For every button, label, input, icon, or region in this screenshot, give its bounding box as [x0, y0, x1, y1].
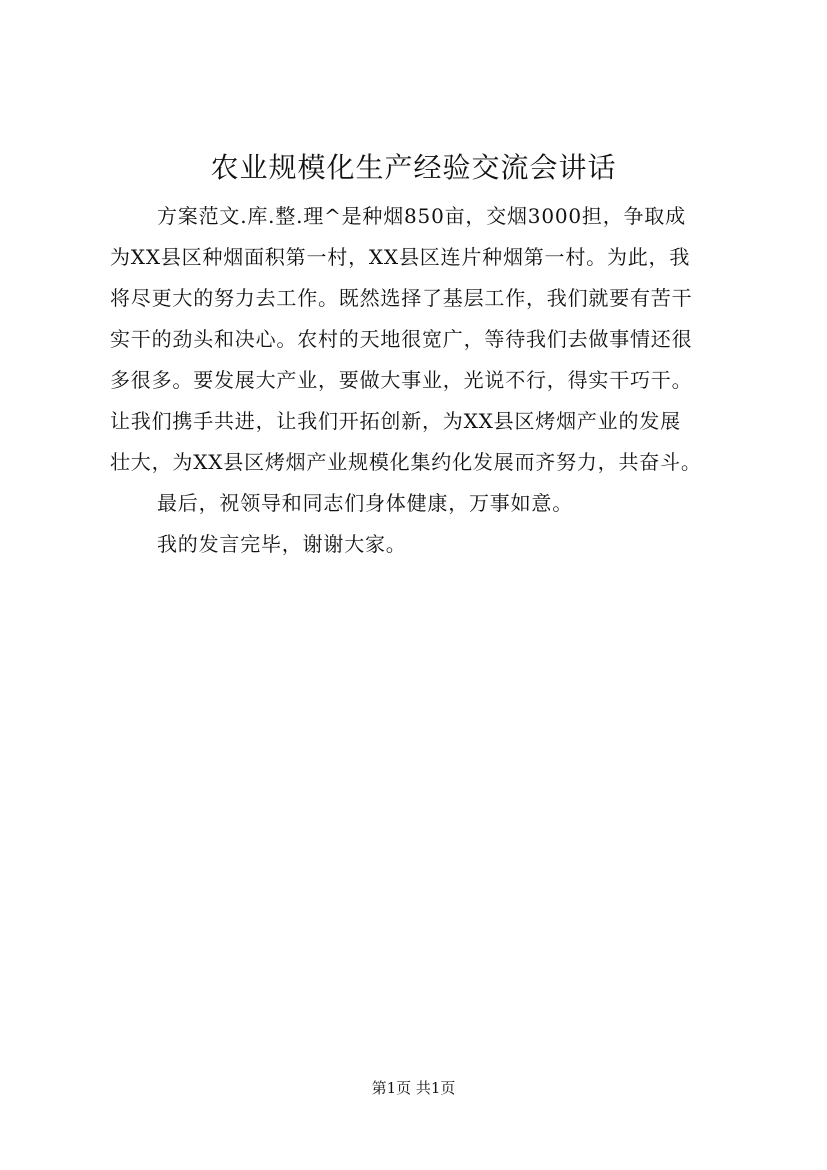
paragraph-line: 多很多。要发展大产业，要做大事业，光说不行，得实干巧干。 [110, 368, 693, 392]
paragraph-line: 将尽更大的努力去工作。既然选择了基层工作，我们就要有苦干 [110, 286, 693, 310]
document-body [110, 196, 750, 565]
paragraph-line: 为XX县区种烟面积第一村，XX县区连片种烟第一村。为此，我 [110, 245, 691, 269]
paragraph-line: 让我们携手共进，让我们开拓创新，为XX县区烤烟产业的发展 [110, 409, 681, 433]
closing-thanks-paragraph: 我的发言完毕，谢谢大家。 [157, 532, 407, 556]
paragraph-line: 壮大，为XX县区烤烟产业规模化集约化发展而齐努力，共奋斗。 [110, 450, 702, 474]
paragraph-line: 实干的劲头和决心。农村的天地很宽广，等待我们去做事情还很 [110, 327, 693, 351]
paragraph-line: 方案范文.库.整.理^是种烟850亩，交烟3000担，争取成 [157, 204, 686, 228]
page-number-footer: 第1页 共1页 [371, 1079, 456, 1097]
document-title: 农业规模化生产经验交流会讲话 [210, 151, 617, 184]
closing-wishes-paragraph: 最后，祝领导和同志们身体健康，万事如意。 [157, 491, 573, 515]
